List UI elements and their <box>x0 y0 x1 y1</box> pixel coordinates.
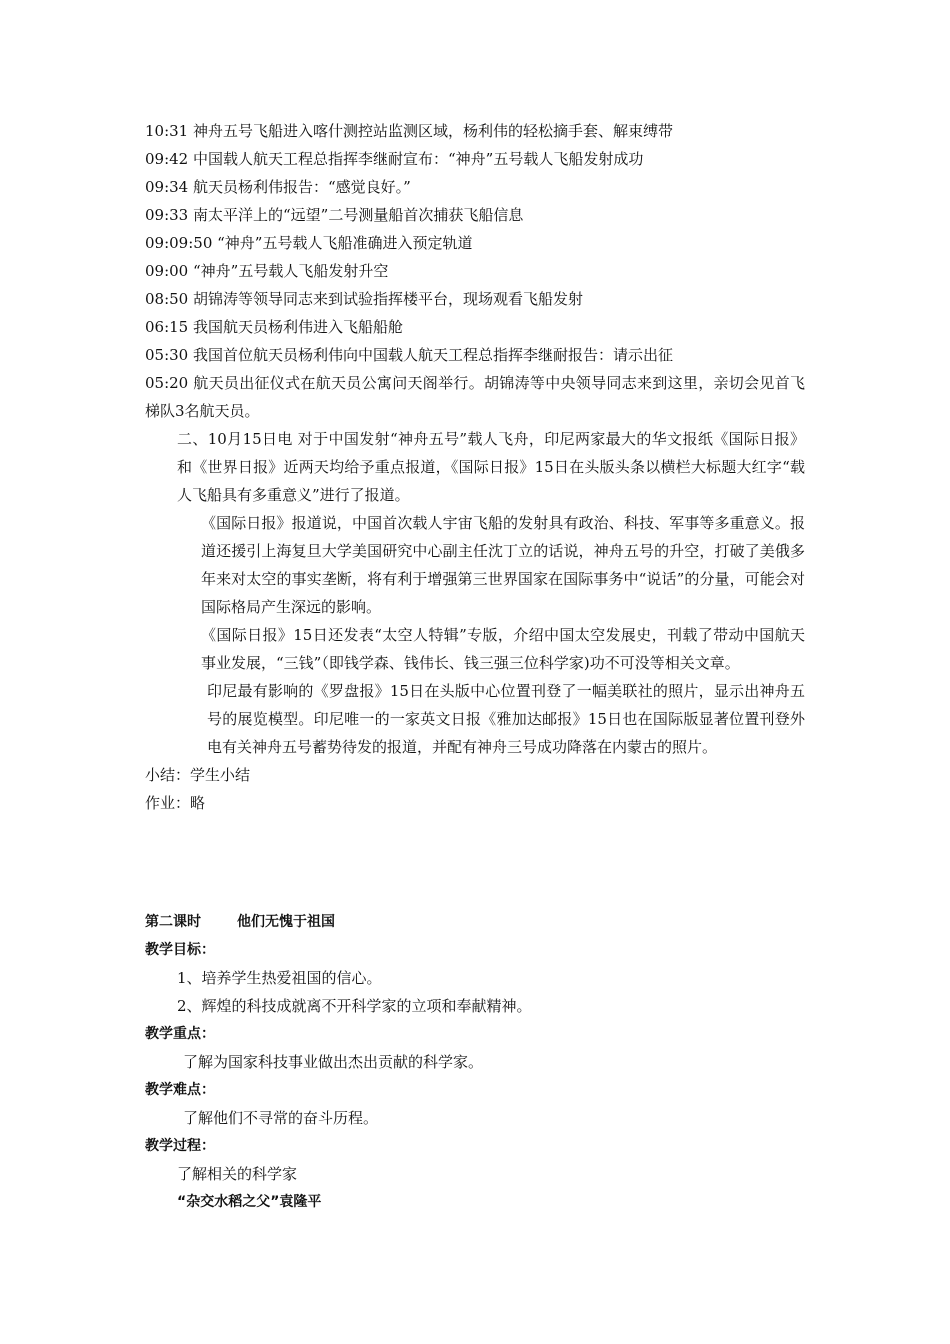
process-text: 了解相关的科学家 <box>177 1165 298 1183</box>
news-paragraph-3: 《国际日报》15日还发表“太空人特辑”专版，介绍中国太空发展史，刊载了带动中国航天事业发展，“三钱”（即钱学森、钱伟长、钱三强三位科学家)功不可没等相关文章。 <box>201 626 805 672</box>
timeline-entry: 09:00 “神舟”五号载人飞船发射升空 <box>145 262 389 280</box>
goals-heading: 教学目标： <box>145 942 215 958</box>
timeline-entry: 05:30 我国首位航天员杨利伟向中国载人航天工程总指挥李继耐报告：请示出征 <box>145 346 673 364</box>
timeline-entry-last: 05:20 航天员出征仪式在航天员公寓问天阁举行。胡锦涛等中央领导同志来到这里，亲切会见首飞梯队3名航天员。 <box>145 374 805 420</box>
lesson-title-topic: 他们无愧于祖国 <box>237 914 335 930</box>
key-points-heading: 教学重点： <box>145 1026 215 1042</box>
key-points-text: 了解为国家科技事业做出杰出贡献的科学家。 <box>183 1053 484 1071</box>
news-paragraph-1: 二、10月15日电 对于中国发射“神舟五号”载人飞舟，印尼两家最大的华文报纸《国际日报》和《世界日报》近两天均给予重点报道，《国际日报》15日在头版头条以横栏大标题大红字“载人飞船具有多重意义”进行了报道。 <box>177 430 805 504</box>
lesson-title <box>145 908 805 936</box>
goal-item: 1、培养学生热爱祖国的信心。 <box>177 969 382 987</box>
timeline-list <box>145 117 805 817</box>
goal-item: 2、辉煌的科技成就离不开科学家的立项和奉献精神。 <box>177 997 532 1015</box>
timeline-entry: 09:09:50 “神舟”五号载人飞船准确进入预定轨道 <box>145 234 473 252</box>
news-paragraph-2: 《国际日报》报道说，中国首次载人宇宙飞船的发射具有政治、科技、军事等多重意义。报道还援引上海复旦大学美国研究中心副主任沈丁立的话说，神舟五号的升空，打破了美俄多年来对太空的事实垄断，将有利于增强第三世界国家在国际事务中“说话”的分量，可能会对国际格局产生深远的影响。 <box>201 514 805 616</box>
timeline-entry: 10:31 神舟五号飞船进入喀什测控站监测区域，杨利伟的轻松摘手套、解束缚带 <box>145 122 673 140</box>
difficulty-text: 了解他们不寻常的奋斗历程。 <box>183 1109 379 1127</box>
process-heading: 教学过程： <box>145 1138 215 1154</box>
timeline-entry: 06:15 我国航天员杨利伟进入飞船船舱 <box>145 318 403 336</box>
lesson-title-period: 第二课时 <box>145 914 201 930</box>
difficulty-heading: 教学难点： <box>145 1082 215 1098</box>
homework-line: 作业：略 <box>145 794 206 812</box>
summary-line: 小结：学生小结 <box>145 766 251 784</box>
timeline-entry: 09:33 南太平洋上的“远望”二号测量船首次捕获飞船信息 <box>145 206 524 224</box>
lesson-two-section <box>145 908 805 1216</box>
news-paragraph-4: 印尼最有影响的《罗盘报》15日在头版中心位置刊登了一幅美联社的照片，显示出神舟五号的展览模型。印尼唯一的一家英文日报《雅加达邮报》15日也在国际版显著位置刊登外电有关神舟五号蓄势待发的报道，并配有神舟三号成功降落在内蒙古的照片。 <box>207 682 805 756</box>
timeline-entry: 09:34 航天员杨利伟报告：“感觉良好。” <box>145 178 411 196</box>
scientist-heading: “杂交水稻之父”袁隆平 <box>177 1194 322 1210</box>
timeline-entry: 09:42 中国载人航天工程总指挥李继耐宣布：“神舟”五号载人飞船发射成功 <box>145 150 644 168</box>
timeline-entry: 08:50 胡锦涛等领导同志来到试验指挥楼平台，现场观看飞船发射 <box>145 290 583 308</box>
